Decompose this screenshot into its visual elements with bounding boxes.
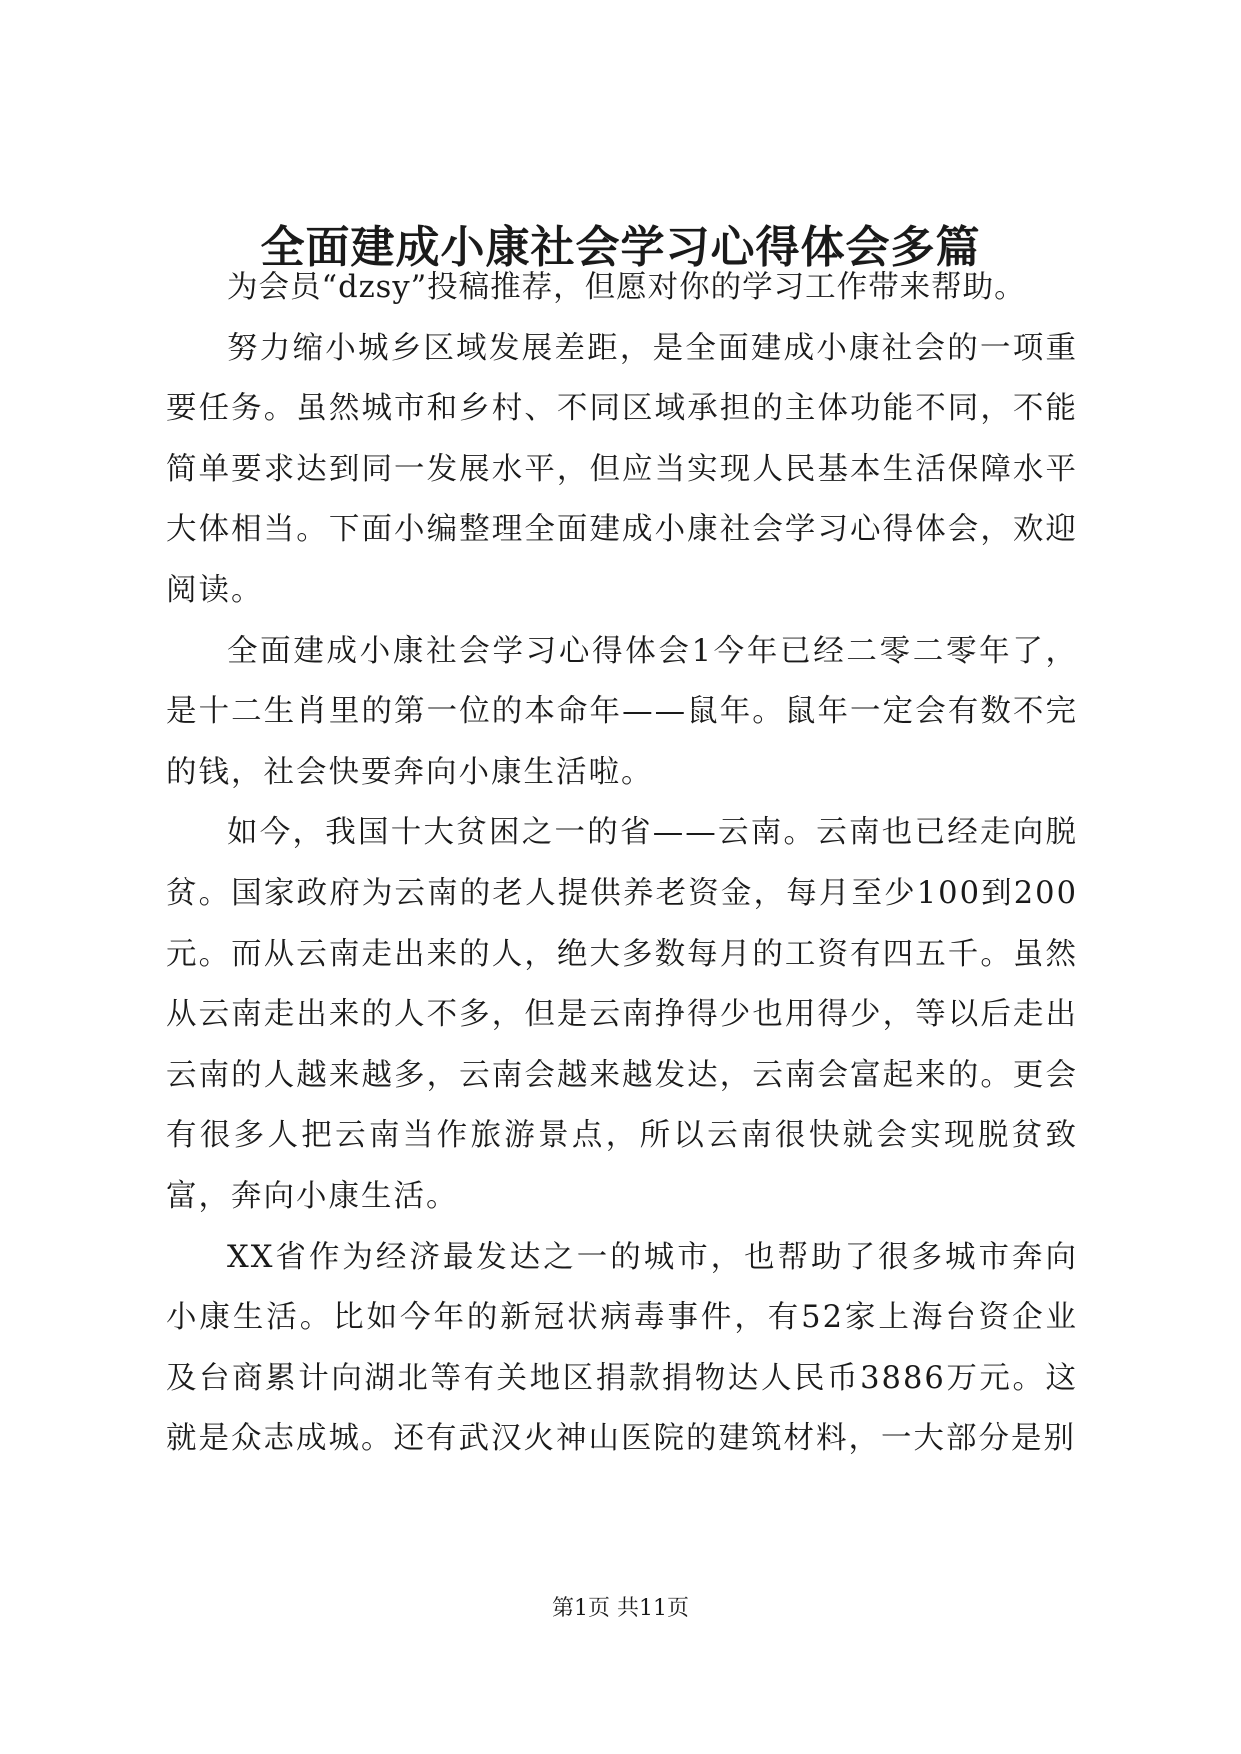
body-paragraph: 努力缩小城乡区域发展差距，是全面建成小康社会的一项重要任务。虽然城市和乡村、不同区域承担的主体功能不同，不能简单要求达到同一发展水平，但应当实现人民基本生活保障水平大体相当。下面小编整理全面建成小康社会学习心得体会，欢迎阅读。 <box>166 330 1078 608</box>
body-paragraph: 如今，我国十大贫困之一的省——云南。云南也已经走向脱贫。国家政府为云南的老人提供养老资金，每月至少100到200元。而从云南走出来的人，绝大多数每月的工资有四五千。虽然从云南走出来的人不多，但是云南挣得少也用得少，等以后走出云南的人越来越多，云南会越来越发达，云南会富起来的。更会有很多人把云南当作旅游景点，所以云南很快就会实现脱贫致富，奔向小康生活。 <box>166 815 1078 1214</box>
intro-paragraph: 为会员“dzsy”投稿推荐，但愿对你的学习工作带来帮助。 <box>227 270 1026 305</box>
page-number-footer: 第1页 共11页 <box>552 1596 689 1621</box>
body-paragraph: XX省作为经济最发达之一的城市，也帮助了很多城市奔向小康生活。比如今年的新冠状病毒事件，有52家上海台资企业及台商累计向湖北等有关地区捐款捐物达人民币3886万元。这就是众志成城。还有武汉火神山医院的建筑材料，一大部分是别 <box>166 1239 1078 1457</box>
page-title: 全面建成小康社会学习心得体会多篇 <box>260 222 981 273</box>
body-paragraph: 全面建成小康社会学习心得体会1今年已经二零二零年了，是十二生肖里的第一位的本命年——鼠年。鼠年一定会有数不完的钱，社会快要奔向小康生活啦。 <box>166 633 1078 790</box>
document-body <box>166 258 1078 1470</box>
